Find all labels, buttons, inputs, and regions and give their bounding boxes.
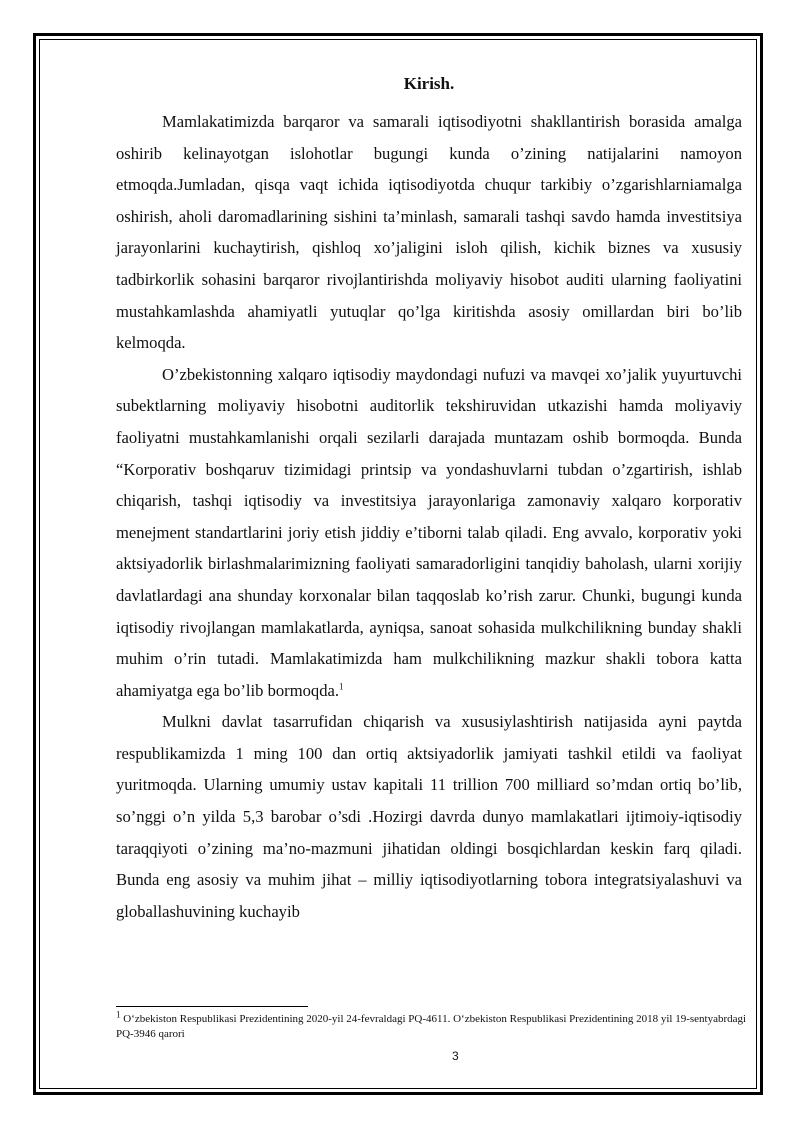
footnote-separator <box>116 1006 308 1007</box>
footnote <box>116 1009 756 1042</box>
section-title: Kirish. <box>403 74 455 93</box>
paragraph-1: Mamlakatimizda barqaror va samarali iqtisodiyotni shakllantirish borasida amalga oshirib kelinayotgan islohotlar bugungi kunda o’zining natijalarini namoyon etmoqda.Jumladan, qisqa vaqt ichida iqtisodiyotda chuqur tarkibiy o’zgarishlarniamalga oshirish, aholi daromadlarining sishini ta’minlash, samarali tashqi savdo hamda investitsiya jarayonlarini kuchaytirish, qishloq xo’jaligini isloh qilish, kichik biznes va xususiy tadbirkorlik sohasini barqaror rivojlantirishda moliyaviy hisobot auditi ularning faoliyatini mustahkamlashda ahamiyatli yutuqlar qo’lga kiritishda asosiy omillardan biri bo’lib kelmoqda. <box>116 112 742 353</box>
page-number: 3 <box>452 1049 459 1063</box>
footnote-marker: 1 <box>116 1009 121 1020</box>
document-body <box>116 72 742 927</box>
footnote-reference[interactable]: 1 <box>339 681 344 692</box>
paragraph-2 <box>116 359 742 707</box>
paragraph-3: Mulkni davlat tasarrufidan chiqarish va xususiylashtirish natijasida ayni paytda respublikamizda 1 ming 100 dan ortiq aktsiyadorlik jamiyati tashkil etildi va faoliyat yuritmoqda. Ularning umumiy ustav kapitali 11 trillion 700 milliard so’mdan ortiq bo’lib, so’nggi o’n yilda 5,3 barobar o’sdi .Hozirgi davrda dunyo mamlakatlari ijtimoiy-iqtisodiy taraqqiyoti o’zining ma’no-mazmuni jihatidan oldingi bosqichlardan keskin farq qiladi. Bunda eng asosiy va muhim jihat – milliy iqtisodiyotlarning tobora integratsiyalashuvi va globallashuvining kuchayib <box>116 712 742 921</box>
paragraph-2-text: O’zbekistonning xalqaro iqtisodiy maydondagi nufuzi va mavqei xo’jalik yuyurtuvchi subektlarning moliyaviy hisobotni auditorlik tekshiruvidan utkazishi hamda moliyaviy faoliyatni mustahkamlanishi orqali sezilarli darajada muntazam oshib bormoqda. Bunda “Korporativ boshqaruv tizimidagi printsip va yondashuvlarni tubdan o’zgartirish, ishlab chiqarish, tashqi iqtisodiy va investitsiya jarayonlariga zamonaviy xalqaro korporativ menejment standartlarini joriy etish jiddiy e’tiborni talab qiladi. Eng avvalo, korporativ yoki aktsiyadorlik birlashmalarimizning faoliyati samaradorligini tanqidiy baholash, ularni xorijiy davlatlardagi ana shunday korxonalar bilan taqqoslab ko’rish zarur. Chunki, bugungi kunda iqtisodiy rivojlangan mamlakatlarda, ayniqsa, sanoat sohasida mulkchilikning bunday shakli muhim o’rin tutadi. Mamlakatimizda ham mulkchilikning mazkur shakli tobora katta ahamiyatga ega bo’lib bormoqda. <box>116 364 742 700</box>
footnote-text: O‘zbekiston Respublikasi Prezidentining 2020-yil 24-fevraldagi PQ-4611. O‘zbekiston Respublikasi Prezidentining 2018 yil 19-sentyabrdagi PQ-3946 qarori <box>116 1013 747 1040</box>
